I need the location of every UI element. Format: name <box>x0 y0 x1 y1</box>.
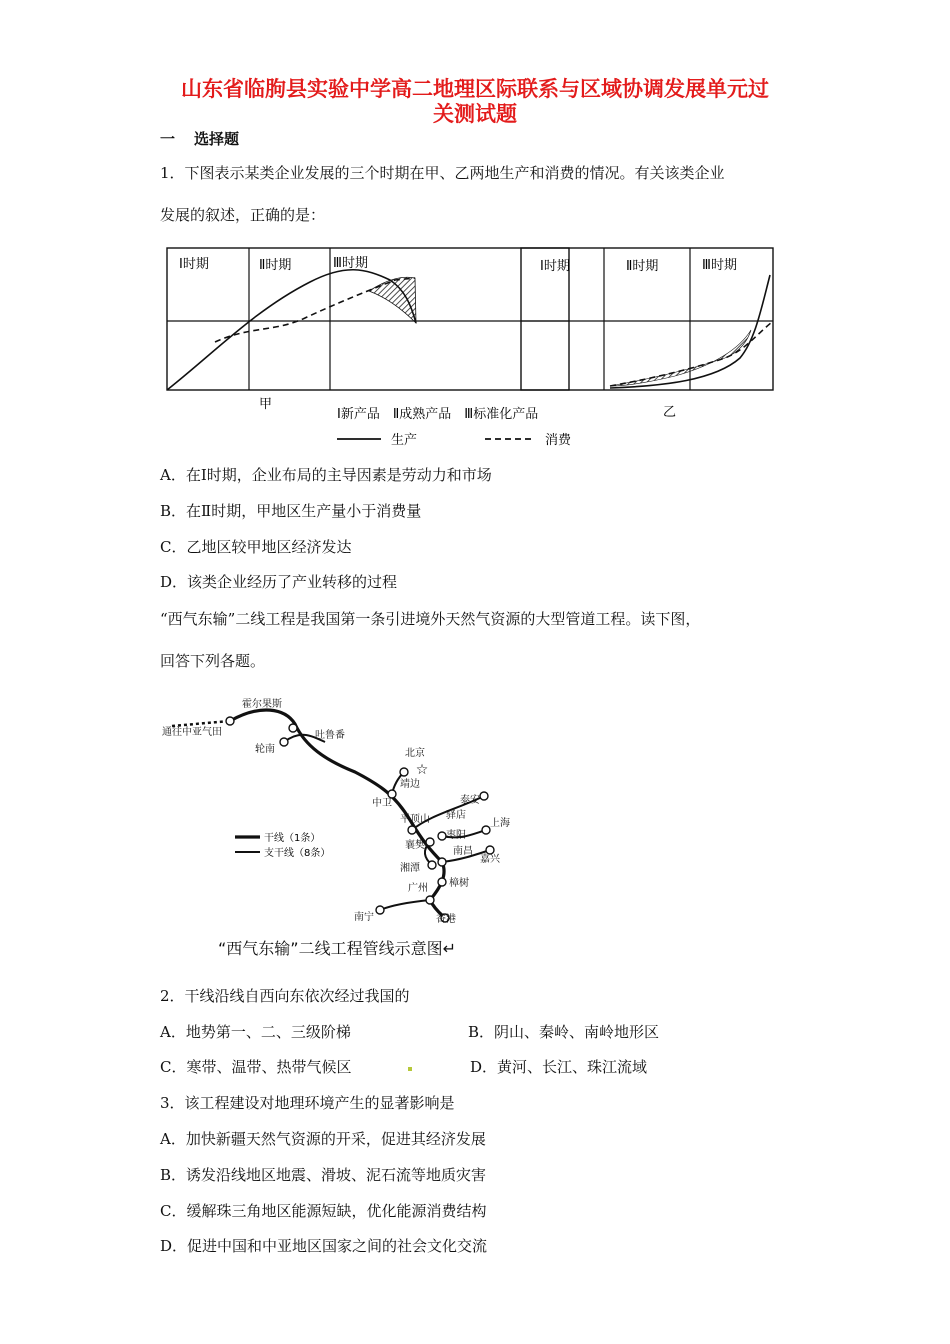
q1-option-b: B．在Ⅱ时期，甲地区生产量小于消费量 <box>160 502 422 520</box>
node-khorgos <box>226 717 234 725</box>
section-number: 一 <box>160 130 176 148</box>
intro-line2: 回答下列各题。 <box>160 652 266 670</box>
chart-jia-period1: Ⅰ时期 <box>179 257 209 272</box>
branch-nanning <box>380 900 430 910</box>
chart-yi-hatch <box>610 330 751 386</box>
beijing-star-icon: ☆ <box>415 762 429 778</box>
chart-yi-period1: Ⅰ时期 <box>540 259 570 274</box>
node-taian <box>480 792 488 800</box>
q3-option-c: C．缓解珠三角地区能源短缺，优化能源消费结构 <box>160 1202 487 1220</box>
node-nanning <box>376 906 384 914</box>
q1-figure <box>155 240 795 455</box>
q1-option-c: C．乙地区较甲地区经济发达 <box>160 538 352 556</box>
label-luntai: 轮南 <box>255 744 275 755</box>
label-nanning: 南宁 <box>354 912 374 923</box>
legend-production-label: 生产 <box>391 433 418 448</box>
label-jingbian: 靖边 <box>400 779 420 790</box>
intro-line1: “西气东输”二线工程是我国第一条引进境外天然气资源的大型管道工程。读下图， <box>160 610 701 628</box>
q1-option-d: D．该类企业经历了产业转移的过程 <box>160 573 398 591</box>
node-jiaxing <box>486 846 494 854</box>
q2-option-b: B．阴山、秦岭、南岭地形区 <box>468 1023 660 1041</box>
doc-title-line1: 山东省临朐县实验中学高二地理区际联系与区域协调发展单元过 <box>181 77 769 101</box>
q3-option-d: D．促进中国和中亚地区国家之间的社会文化交流 <box>160 1237 488 1255</box>
chart-jia-period2: Ⅱ时期 <box>259 258 292 273</box>
node-yuandian <box>438 832 446 840</box>
pipeline-map <box>160 690 530 925</box>
q1-stem-line2: 发展的叙述，正确的是： <box>160 206 326 224</box>
chart-jia-frame <box>167 248 569 390</box>
node-pingdingshan <box>408 826 416 834</box>
label-yuandian: 驿店 <box>446 810 466 821</box>
legend-branch-label: 支干线（8条） <box>264 848 331 859</box>
node-zhongwei <box>388 790 396 798</box>
q1-stem-line1: 1．下图表示某类企业发展的三个时期在甲、乙两地生产和消费的情况。有关该类企业 <box>160 164 725 182</box>
node-xiangtan <box>428 861 436 869</box>
section-title: 选择题 <box>194 130 240 148</box>
chart-jia-region: 甲 <box>259 397 273 412</box>
chart-jia-hatch <box>369 277 416 323</box>
chart-yi-region: 乙 <box>663 405 677 420</box>
node-turpan <box>289 724 297 732</box>
label-turpan: 吐鲁番 <box>315 730 345 741</box>
label-beijing: 北京 <box>405 748 425 759</box>
legend-consumption-label: 消费 <box>545 433 572 448</box>
label-shanghai: 上海 <box>490 818 510 829</box>
stray-dot <box>408 1067 412 1071</box>
q3-option-b: B．诱发沿线地区地震、滑坡、泥石流等地质灾害 <box>160 1166 487 1184</box>
q2-option-d: D．黄河、长江、珠江流域 <box>470 1058 648 1076</box>
chart-yi-consumption-line <box>610 322 772 386</box>
chart-jia <box>167 248 569 412</box>
central-asia-link <box>172 721 230 726</box>
label-nanchang: 南昌 <box>453 846 473 857</box>
node-xiangfan <box>426 838 434 846</box>
q1-option-a: A．在Ⅰ时期，企业布局的主导因素是劳动力和市场 <box>160 466 492 484</box>
map-caption: “西气东输”二线工程管线示意图↵ <box>218 939 456 958</box>
node-jingbian <box>400 768 408 776</box>
q3-option-a: A．加快新疆天然气资源的开采，促进其经济发展 <box>160 1130 486 1148</box>
label-xiangfan: 襄樊 <box>405 840 425 851</box>
chart-jia-period3: Ⅲ时期 <box>333 256 368 271</box>
label-zhongwei: 中卫 <box>372 798 392 809</box>
q2-stem: 2．干线沿线自西向东依次经过我国的 <box>160 987 410 1005</box>
label-xiangyang: 枣阳 <box>446 830 466 841</box>
node-shanghai <box>482 826 490 834</box>
label-jiaxing: 嘉兴 <box>480 854 500 865</box>
chart-yi-period3: Ⅲ时期 <box>702 258 737 273</box>
section-heading <box>160 128 239 149</box>
label-taian: 泰安 <box>460 795 480 806</box>
label-zhangshu: 樟树 <box>449 878 469 889</box>
label-khorgos: 霍尔果斯 <box>242 699 282 710</box>
label-hongkong: 香港 <box>436 914 456 925</box>
node-luntai <box>280 738 288 746</box>
doc-title-line2: 关测试题 <box>433 102 517 126</box>
q2-option-a: A．地势第一、二、三级阶梯 <box>160 1023 351 1041</box>
node-guangzhou <box>426 896 434 904</box>
label-xiangtan: 湘潭 <box>400 863 420 874</box>
label-central-asia: 通往中亚气田 <box>162 727 222 738</box>
periods-legend: Ⅰ新产品 Ⅱ成熟产品 Ⅲ标准化产品 <box>337 407 539 422</box>
label-guangzhou: 广州 <box>408 883 428 894</box>
node-nanchang <box>438 858 446 866</box>
q2-option-c: C．寒带、温带、热带气候区 <box>160 1058 352 1076</box>
chart-yi-period2: Ⅱ时期 <box>626 259 659 274</box>
node-zhangshu <box>438 878 446 886</box>
chart-yi <box>521 248 773 420</box>
legend-main-label: 干线（1条） <box>264 833 321 844</box>
q3-stem: 3．该工程建设对地理环境产生的显著影响是 <box>160 1094 455 1112</box>
label-pingdingshan: 平顶山 <box>400 814 430 825</box>
